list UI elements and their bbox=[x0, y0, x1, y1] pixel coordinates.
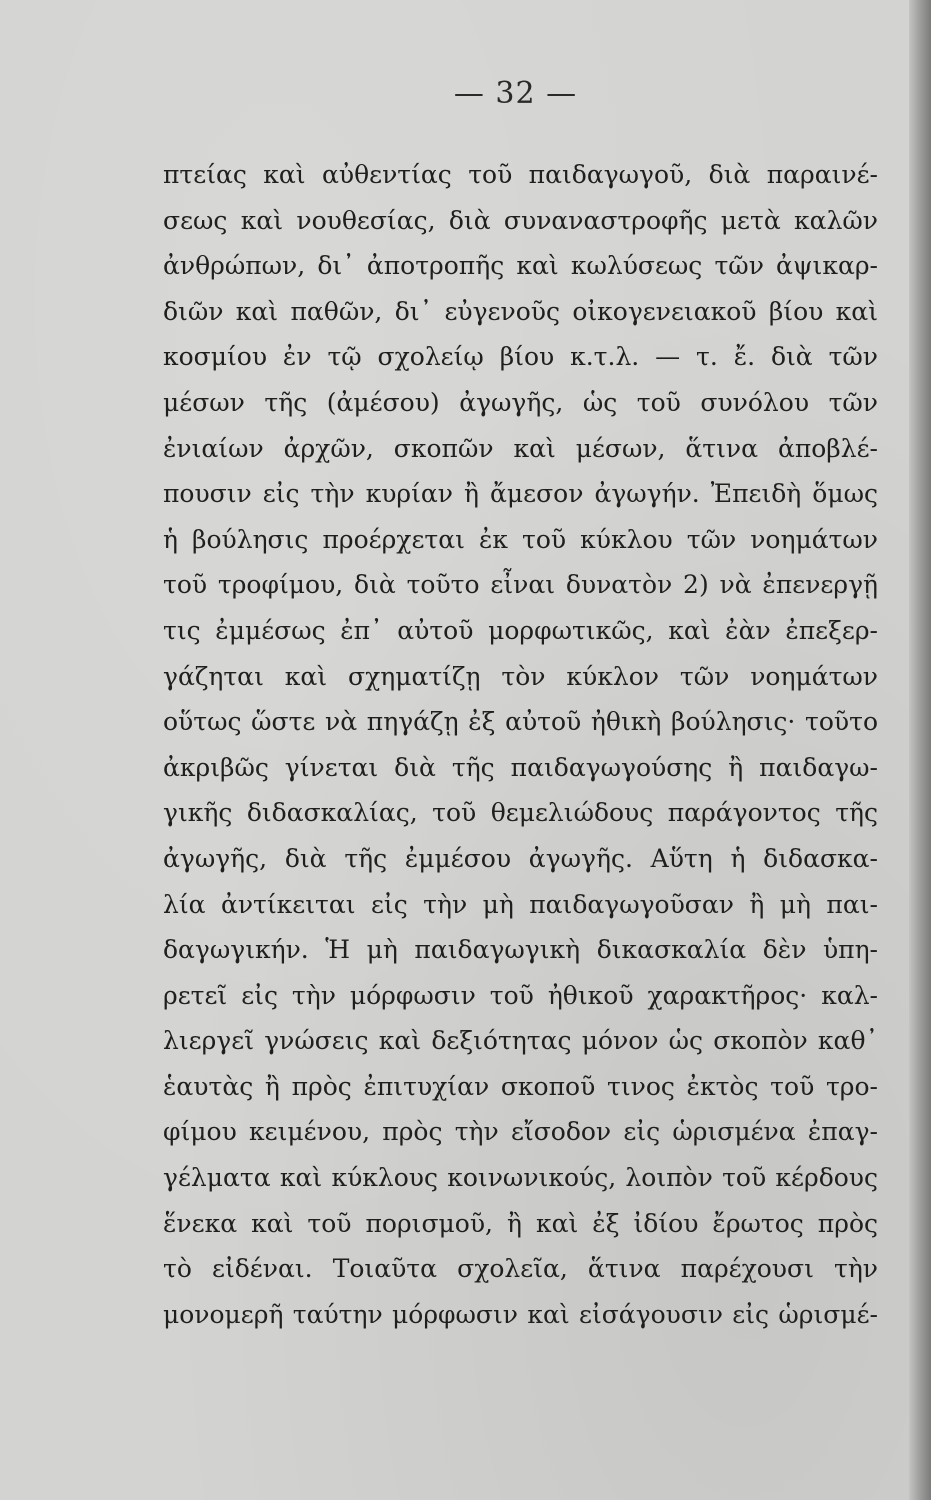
text-line: τις ἐμμέσως ἐπ᾿ αὐτοῦ μορφωτικῶς, καὶ ἐὰν ἐπεξερ- bbox=[163, 615, 878, 645]
text-line: δαγωγικήν. Ἡ μὴ παιδαγωγικὴ δικασκαλία δὲν ὑπη- bbox=[163, 935, 878, 965]
page-number: — 32 — bbox=[453, 76, 578, 111]
text-line: οὕτως ὥστε νὰ πηγάζῃ ἐξ αὐτοῦ ἠθικὴ βούλησις· τοῦτο bbox=[163, 707, 878, 737]
text-line: γέλματα καὶ κύκλους κοινωνικούς, λοιπὸν τοῦ κέρδους bbox=[163, 1163, 878, 1193]
text-line: γικῆς διδασκαλίας, τοῦ θεμελιώδους παράγοντος τῆς bbox=[163, 798, 878, 828]
text-line: πουσιν εἰς τὴν κυρίαν ἢ ἄμεσον ἀγωγήν. Ἐπειδὴ ὅμως bbox=[163, 479, 878, 509]
text-line: σεως καὶ νουθεσίας, διὰ συναναστροφῆς μετὰ καλῶν bbox=[163, 205, 878, 235]
text-line: ρετεῖ εἰς τὴν μόρφωσιν τοῦ ἠθικοῦ χαρακτῆρος· καλ- bbox=[163, 980, 878, 1010]
text-line: ἐνιαίων ἀρχῶν, σκοπῶν καὶ μέσων, ἅτινα ἀποβλέ- bbox=[163, 433, 878, 463]
text-line: ἡ βούλησις προέρχεται ἐκ τοῦ κύκλου τῶν νοημάτων bbox=[163, 524, 878, 554]
text-line: λία ἀντίκειται εἰς τὴν μὴ παιδαγωγοῦσαν ἢ μὴ παι- bbox=[163, 889, 878, 919]
text-line: λιεργεῖ γνώσεις καὶ δεξιότητας μόνον ὡς σκοπὸν καθ᾿ bbox=[163, 1026, 878, 1056]
text-line: γάζηται καὶ σχηματίζῃ τὸν κύκλον τῶν νοημάτων bbox=[163, 661, 878, 691]
text-line: ἀγωγῆς, διὰ τῆς ἐμμέσου ἀγωγῆς. Αὕτη ἡ διδασκα- bbox=[163, 843, 878, 873]
text-line: μέσων τῆς (ἀμέσου) ἀγωγῆς, ὡς τοῦ συνόλου τῶν bbox=[163, 387, 878, 417]
text-line: ἀκριβῶς γίνεται διὰ τῆς παιδαγωγούσης ἢ παιδαγω- bbox=[163, 752, 878, 782]
text-line: φίμου κειμένου, πρὸς τὴν εἴσοδον εἰς ὡρισμένα ἐπαγ- bbox=[163, 1117, 878, 1147]
text-line: πτείας καὶ αὐθεντίας τοῦ παιδαγωγοῦ, διὰ παραινέ- bbox=[163, 160, 878, 189]
text-line: ἕνεκα καὶ τοῦ πορισμοῦ, ἢ καὶ ἐξ ἰδίου ἔρωτος πρὸς bbox=[163, 1208, 878, 1238]
text-line: μονομερῆ ταύτην μόρφωσιν καὶ εἰσάγουσιν εἰς ὡρισμέ- bbox=[163, 1299, 878, 1329]
text-line: τοῦ τροφίμου, διὰ τοῦτο εἶναι δυνατὸν 2) νὰ ἐπενεργῇ bbox=[163, 570, 878, 600]
text-line: ἀνθρώπων, δι᾿ ἀποτροπῆς καὶ κωλύσεως τῶν ἀψικαρ- bbox=[163, 251, 878, 281]
text-line: ἑαυτὰς ἢ πρὸς ἐπιτυχίαν σκοποῦ τινος ἐκτὸς τοῦ τρο- bbox=[163, 1071, 878, 1101]
page-binding-edge bbox=[909, 0, 931, 1500]
text-line: κοσμίου ἐν τῷ σχολείῳ βίου κ.τ.λ. — τ. ἔ. διὰ τῶν bbox=[163, 342, 878, 372]
text-line: τὸ εἰδέναι. Τοιαῦτα σχολεῖα, ἅτινα παρέχουσι τὴν bbox=[163, 1254, 878, 1284]
text-line: διῶν καὶ παθῶν, δι᾿ εὐγενοῦς οἰκογενειακοῦ βίου καὶ bbox=[163, 296, 878, 326]
body-text bbox=[163, 156, 878, 1341]
